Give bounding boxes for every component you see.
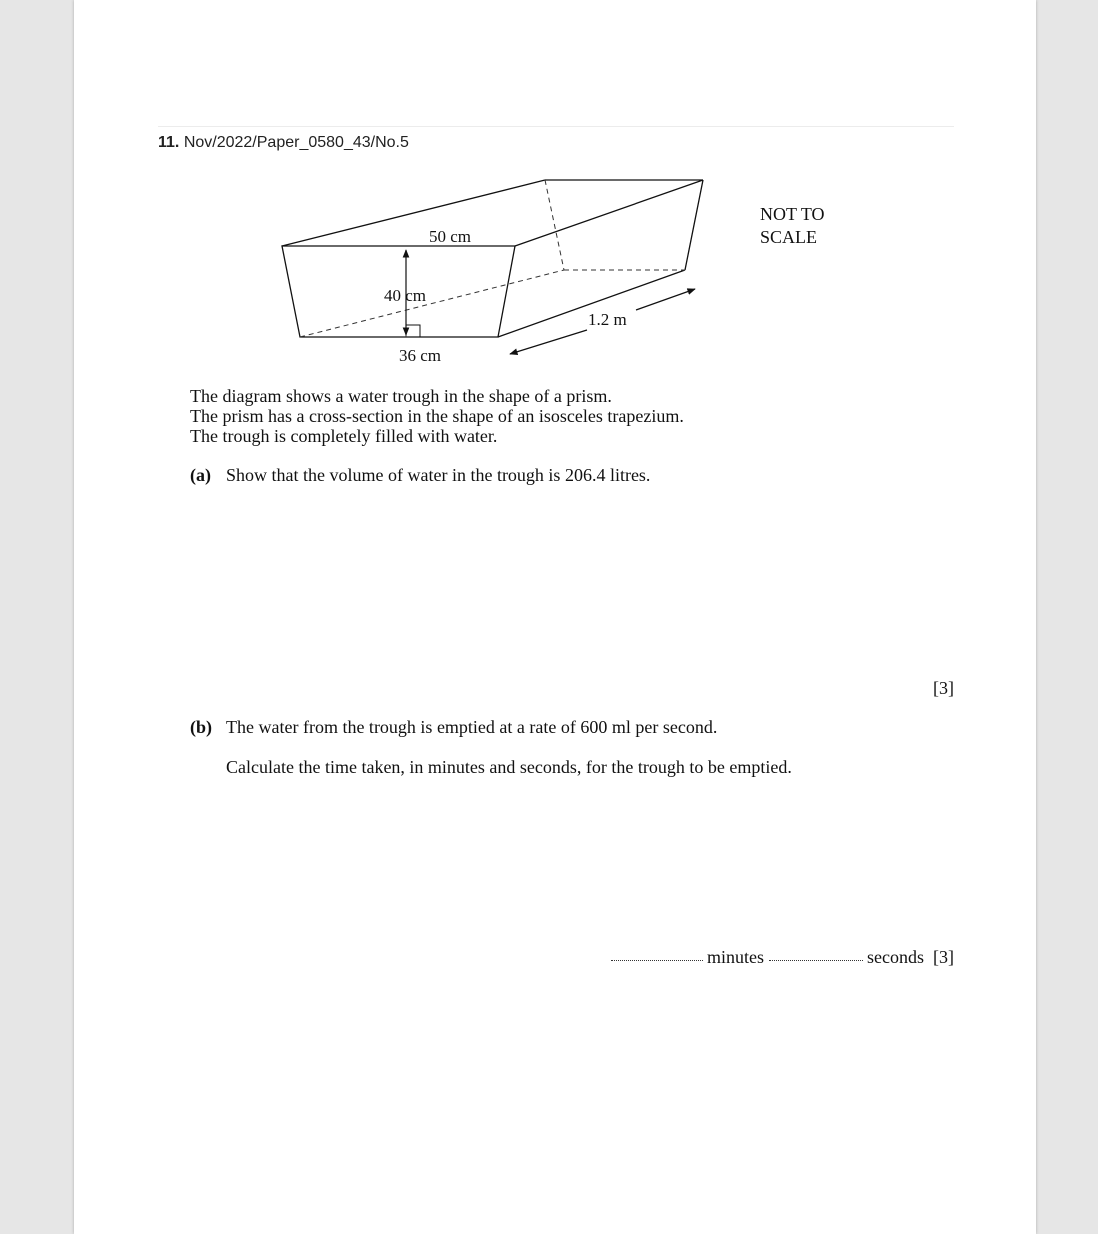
length-arrow-upper (636, 289, 695, 310)
part-b-marks: [3] (933, 947, 954, 967)
trough-prism-diagram (280, 170, 720, 370)
part-b-question (190, 717, 717, 738)
part-b-text: The water from the trough is emptied at a rate of 600 ml per second. (226, 717, 718, 737)
intro-line-2: The prism has a cross-section in the shape of an isosceles trapezium. (190, 406, 684, 426)
part-a-marks: [3] (933, 678, 954, 698)
not-to-scale-line2: SCALE (760, 227, 818, 247)
intro-line-3: The trough is completely filled with water. (190, 426, 498, 446)
seconds-unit: seconds (867, 947, 924, 967)
length-label: 1.2 m (588, 310, 627, 329)
part-a-text: Show that the volume of water in the trough is 206.4 litres. (226, 465, 651, 485)
question-number: 11. (158, 134, 180, 151)
prism-visible-edges (282, 180, 703, 337)
minutes-answer-blank[interactable] (611, 960, 703, 961)
header-divider (158, 126, 954, 127)
document-page (74, 0, 1036, 1234)
top-width-label: 50 cm (429, 227, 472, 246)
not-to-scale-line1: NOT TO (760, 204, 825, 224)
height-label: 40 cm (384, 286, 427, 305)
seconds-answer-blank[interactable] (769, 960, 863, 961)
intro-line-1: The diagram shows a water trough in the shape of a prism. (190, 386, 612, 406)
prism-hidden-edges (300, 180, 685, 337)
part-a-question (190, 465, 650, 486)
not-to-scale-note (760, 203, 825, 249)
part-b-instruction: Calculate the time taken, in minutes and seconds, for the trough to be emptied. (226, 757, 792, 777)
question-source: Nov/2022/Paper_0580_43/No.5 (183, 134, 409, 151)
part-a-label: (a) (190, 465, 211, 485)
bottom-width-label: 36 cm (399, 346, 442, 365)
part-b-label: (b) (190, 717, 212, 737)
minutes-unit: minutes (707, 947, 764, 967)
right-angle-marker (406, 325, 420, 337)
question-header (158, 134, 409, 152)
length-arrow-lower (510, 330, 587, 354)
question-intro (190, 386, 684, 446)
part-b-answer-line (611, 947, 955, 968)
